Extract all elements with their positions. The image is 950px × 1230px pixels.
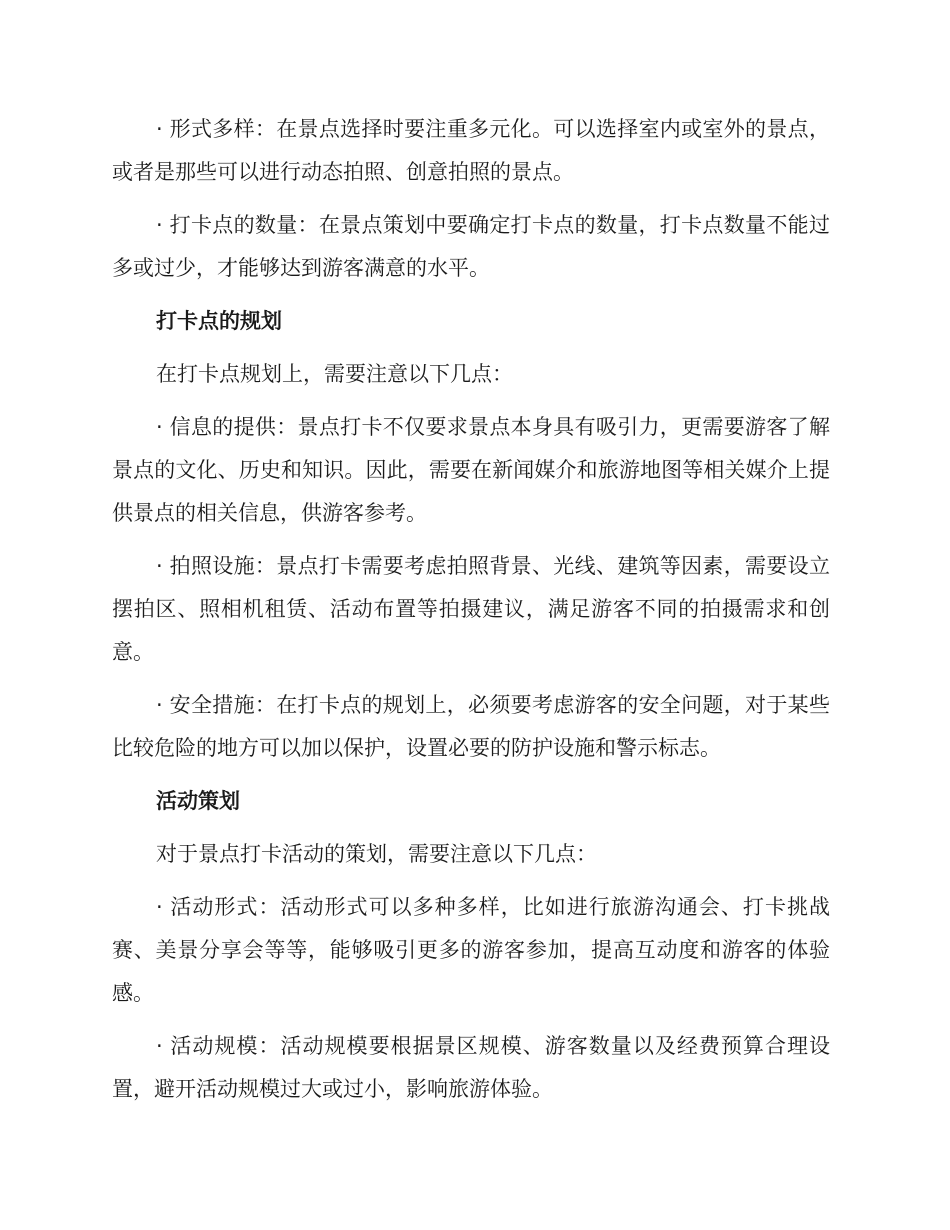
paragraph-diversity: · 形式多样：在景点选择时要注重多元化。可以选择室内或室外的景点，或者是那些可以进行动态拍照、创意拍照的景点。 [112, 117, 830, 184]
heading-activity-planning: 活动策划 [156, 789, 240, 813]
paragraph-activity-format: · 活动形式：活动形式可以多种多样，比如进行旅游沟通会、打卡挑战赛、美景分享会等等，能够吸引更多的游客参加，提高互动度和游客的体验感。 [112, 895, 830, 1005]
paragraph-information: · 信息的提供：景点打卡不仅要求景点本身具有吸引力，更需要游客了解景点的文化、历史和知识。因此，需要在新闻媒介和旅游地图等相关媒介上提供景点的相关信息，供游客参考。 [112, 415, 830, 525]
paragraph-planning-intro: 在打卡点规划上，需要注意以下几点： [156, 362, 513, 386]
paragraph-safety: · 安全措施：在打卡点的规划上，必须要考虑游客的安全问题，对于某些比较危险的地方可以加以保护，设置必要的防护设施和警示标志。 [112, 693, 830, 760]
paragraph-checkin-count: · 打卡点的数量：在景点策划中要确定打卡点的数量，打卡点数量不能过多或过少，才能够达到游客满意的水平。 [112, 213, 830, 280]
paragraph-photo-facilities: · 拍照设施：景点打卡需要考虑拍照背景、光线、建筑等因素，需要设立摆拍区、照相机租赁、活动布置等拍摄建议，满足游客不同的拍摄需求和创意。 [112, 554, 830, 664]
paragraph-activity-intro: 对于景点打卡活动的策划，需要注意以下几点： [156, 842, 597, 866]
document-page [112, 108, 830, 1121]
heading-checkin-planning: 打卡点的规划 [156, 309, 282, 333]
paragraph-activity-scale: · 活动规模：活动规模要根据景区规模、游客数量以及经费预算合理设置，避开活动规模过大或过小，影响旅游体验。 [112, 1034, 830, 1101]
